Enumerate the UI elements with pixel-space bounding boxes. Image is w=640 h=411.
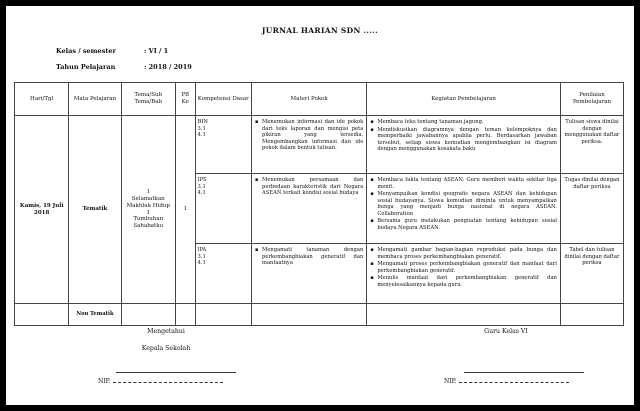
class-semester-label: Kelas / semester [56,47,116,55]
nip-right-label: NIP. [444,378,457,385]
kd-number: 4.1 [197,190,206,196]
subtheme-title: Tumbuhan Sahabatku [133,216,164,230]
journal-table [14,82,624,326]
theme-cell [121,116,175,304]
academic-year-label: Tahun Pelajaran [56,63,116,71]
materi-text: ▪ Menemukan informasi dan ide pokok dari teks laporan dan mengisi peta pikiran yang tersedia. Mengembangkan informasi dan ide pokok dalam bentuk tulisan. [255,119,363,152]
materi-text: ▪ Menemukan persamaan dan perbedaan karakteristik dari Negara ASEAN terkait kondisi sosial budaya [255,177,363,197]
nip-right-line [459,382,569,383]
table-row [15,116,624,174]
penilaian-cell-ipa: Tabel dan tulisan dinilai dengan daftar periksa [560,244,623,304]
penilaian-cell-ips: Tugas dinilai dengan daftar periksa [560,174,623,244]
header-pb: PB Ke [175,83,195,116]
nip-right [444,378,569,385]
kd-number: 4.1 [197,260,206,266]
subject-cell: Tematik [69,116,121,304]
kegiatan-cell-ips [367,174,561,244]
materi-text: ▪ Mengamati tanaman dengan perkembangbiakan generatif dan manfaatnya [255,247,363,267]
empty-cell [195,304,252,326]
materi-cell-bin [252,116,367,174]
kegiatan-item: ▪ Mendiskusikan diagramnya dengan teman kelompoknya dan memperbaiki jawabannya apabila perlu. Berdasarkan jawaban tersebut, setiap siswa kemudian mengembangkan isi diagram dengan menggunakan kosakata baku [370,127,557,153]
empty-cell [121,304,175,326]
theme-number: 1 [146,188,150,195]
header-materi: Materi Pokok [252,83,367,116]
signature-left [106,328,226,362]
empty-cell [252,304,367,326]
kegiatan-item: ▪ Menulis manfaat dari perkembangbiakan generatif dan menyelesaikannya kepada guru. [370,275,557,288]
header-tema: Tema/Sub Tema/Bab [121,83,175,116]
kd-subject-name: BIN [197,119,208,125]
kegiatan-item: ▪ Membaca fakta tentang ASEAN. Guru memberi waktu sekitar tiga menit. [370,177,557,190]
header-penilaian: Penilaian Pembelajaran [560,83,623,116]
signature-left-line2: Kepala Sekolah [141,345,191,352]
materi-cell-ipa [252,244,367,304]
kd-number: 3.1 [197,183,206,190]
kd-cell-ipa [195,244,252,304]
empty-cell [560,304,623,326]
kd-subject-name: IPA [197,247,207,253]
kd-number: 3.1 [197,253,206,260]
kegiatan-cell-ipa [367,244,561,304]
kegiatan-item: ▪ Menyampaikan kondisi geografis negara ASEAN dan kehidupan sosial budayanya. Siswa kemudian diminta untuk menyampaikan bunga yang menjadi bunga nasional di negara ASEAN. Collaboration [370,191,557,217]
kd-subject-name: IPS [197,177,207,183]
empty-cell [175,304,195,326]
academic-year-line [56,63,192,71]
nip-left-label: NIP. [98,378,111,385]
signature-left-line1: Mengetahui [147,328,185,335]
empty-cell [367,304,561,326]
nip-left [98,378,223,385]
kegiatan-item: ▪ Membaca teks tentang tanaman jagung. [370,119,557,126]
materi-cell-ips [252,174,367,244]
signature-line-right [464,372,584,373]
signature-line-left [116,372,236,373]
signature-right [446,328,566,345]
header-kegiatan: Kegiatan Pembelajaran [367,83,561,116]
header-row [15,83,624,116]
kd-cell-bin [195,116,252,174]
kegiatan-item: ▪ Mengamati gambar bagian-bagian reproduksi pada bunga dan membaca proses perkembangbiakan generatif. [370,247,557,260]
signature-right-line1: Guru Kelas VI [484,328,528,335]
kd-number: 3.1 [197,125,206,132]
table-row [15,304,624,326]
theme-title: Selamatkan Makhluk Hidup [126,195,170,209]
header-hari: Hari/Tgl [15,83,69,116]
header-kd: Kompetensi Dasar [195,83,252,116]
subtheme-number: 1 [146,209,150,216]
kegiatan-cell-bin [367,116,561,174]
class-semester-line [56,47,168,55]
pb-cell: 1 [175,116,195,304]
kd-cell-ips [195,174,252,244]
penilaian-cell-bin: Tulisan siswa dinilai dengan menggunakan daftar periksa. [560,116,623,174]
empty-cell [15,304,69,326]
academic-year-value: : 2018 / 2019 [144,63,192,71]
journal-page [6,6,634,405]
kd-number: 4.1 [197,132,206,138]
page-title: JURNAL HARIAN SDN ..... [261,26,379,35]
non-tematik-cell: Non Tematik [69,304,121,326]
nip-left-line [113,382,223,383]
day-date-cell: Kamis, 19 Juli 2018 [15,116,69,304]
kegiatan-item: ▪ Bersama guru melakukan penguatan tentang kehidupan sosial budaya Negara ASEAN. [370,218,557,231]
kegiatan-item: ▪ Mengamati proses perkembangbiakan generatif dan manfaat dari perkembangbiakan generatif. [370,261,557,274]
class-semester-value: : VI / 1 [144,47,169,55]
header-mapel: Mata Pelajaran [69,83,121,116]
